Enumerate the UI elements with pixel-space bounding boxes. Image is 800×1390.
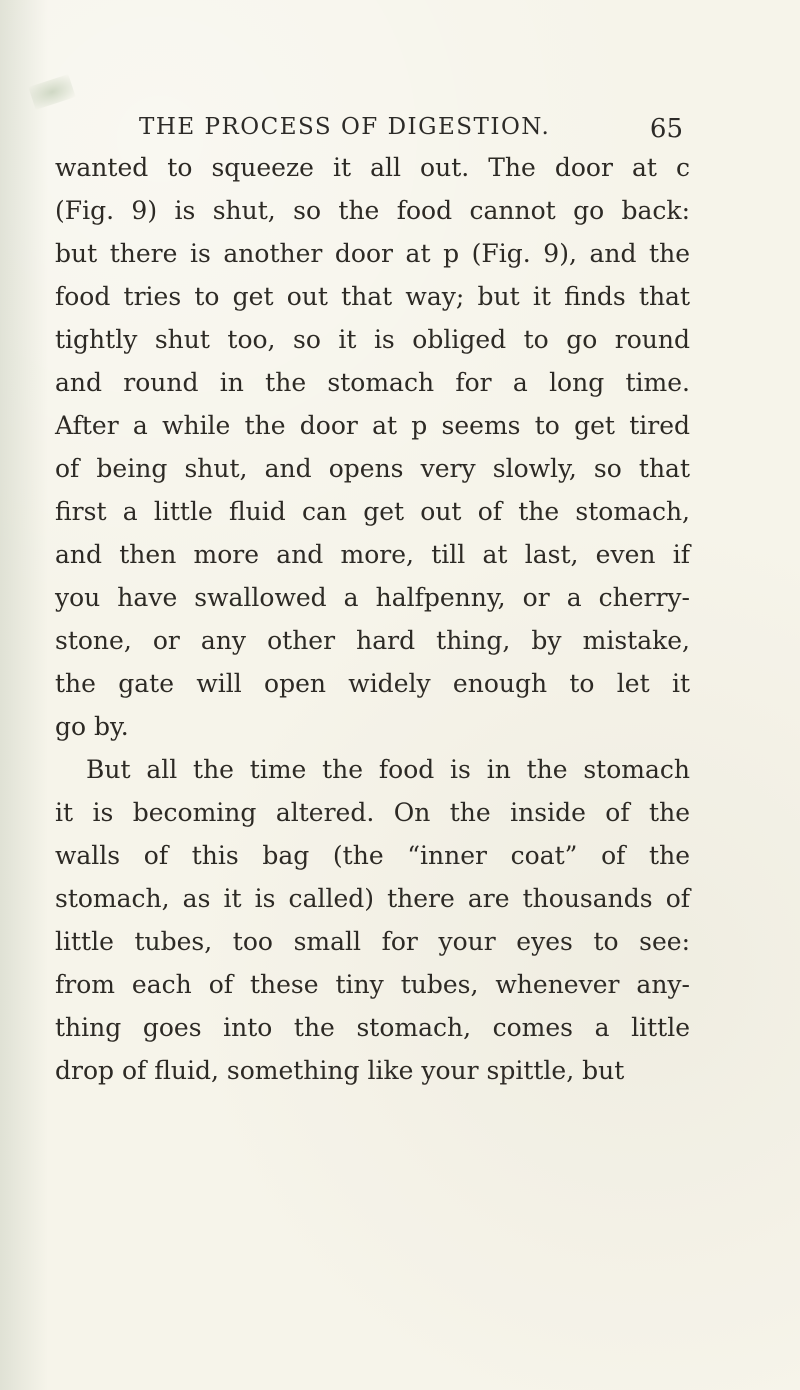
text-line: from each of these tiny tubes, whenever any-	[55, 970, 690, 999]
text-line: first a little fluid can get out of the stomach,	[55, 497, 690, 526]
text-line: stomach, as it is called) there are thousands of	[55, 884, 690, 913]
text-line: and round in the stomach for a long time.	[55, 368, 690, 397]
page-number: 65	[649, 114, 683, 144]
text-line: and then more and more, till at last, even if	[55, 540, 690, 569]
text-line: the gate will open widely enough to let it	[55, 669, 690, 698]
text-line: you have swallowed a halfpenny, or a cherry-	[55, 583, 690, 612]
text-line: drop of fluid, something like your spittle, but	[55, 1056, 625, 1085]
text-line: walls of this bag (the “inner coat” of the	[55, 841, 690, 870]
text-line: stone, or any other hard thing, by mistake,	[55, 626, 690, 655]
text-line: After a while the door at p seems to get tired	[55, 411, 690, 440]
text-line: it is becoming altered. On the inside of the	[55, 798, 690, 827]
text-line: but there is another door at p (Fig. 9), and the	[55, 239, 690, 268]
text-line: thing goes into the stomach, comes a little	[55, 1013, 690, 1042]
text-line: food tries to get out that way; but it finds that	[55, 282, 690, 311]
running-head	[139, 114, 683, 144]
text-line: go by.	[55, 712, 129, 741]
paragraph-first-line: But all the time the food is in the stomach	[86, 755, 690, 784]
page-title: THE PROCESS OF DIGESTION.	[139, 114, 551, 140]
page-edge-shadow	[0, 0, 48, 1390]
text-line: of being shut, and opens very slowly, so that	[55, 454, 690, 483]
text-line: wanted to squeeze it all out. The door at c	[55, 153, 690, 182]
text-line: tightly shut too, so it is obliged to go round	[55, 325, 690, 354]
text-line: little tubes, too small for your eyes to see:	[55, 927, 690, 956]
text-line: (Fig. 9) is shut, so the food cannot go back:	[55, 196, 690, 225]
body-text	[55, 146, 690, 1092]
